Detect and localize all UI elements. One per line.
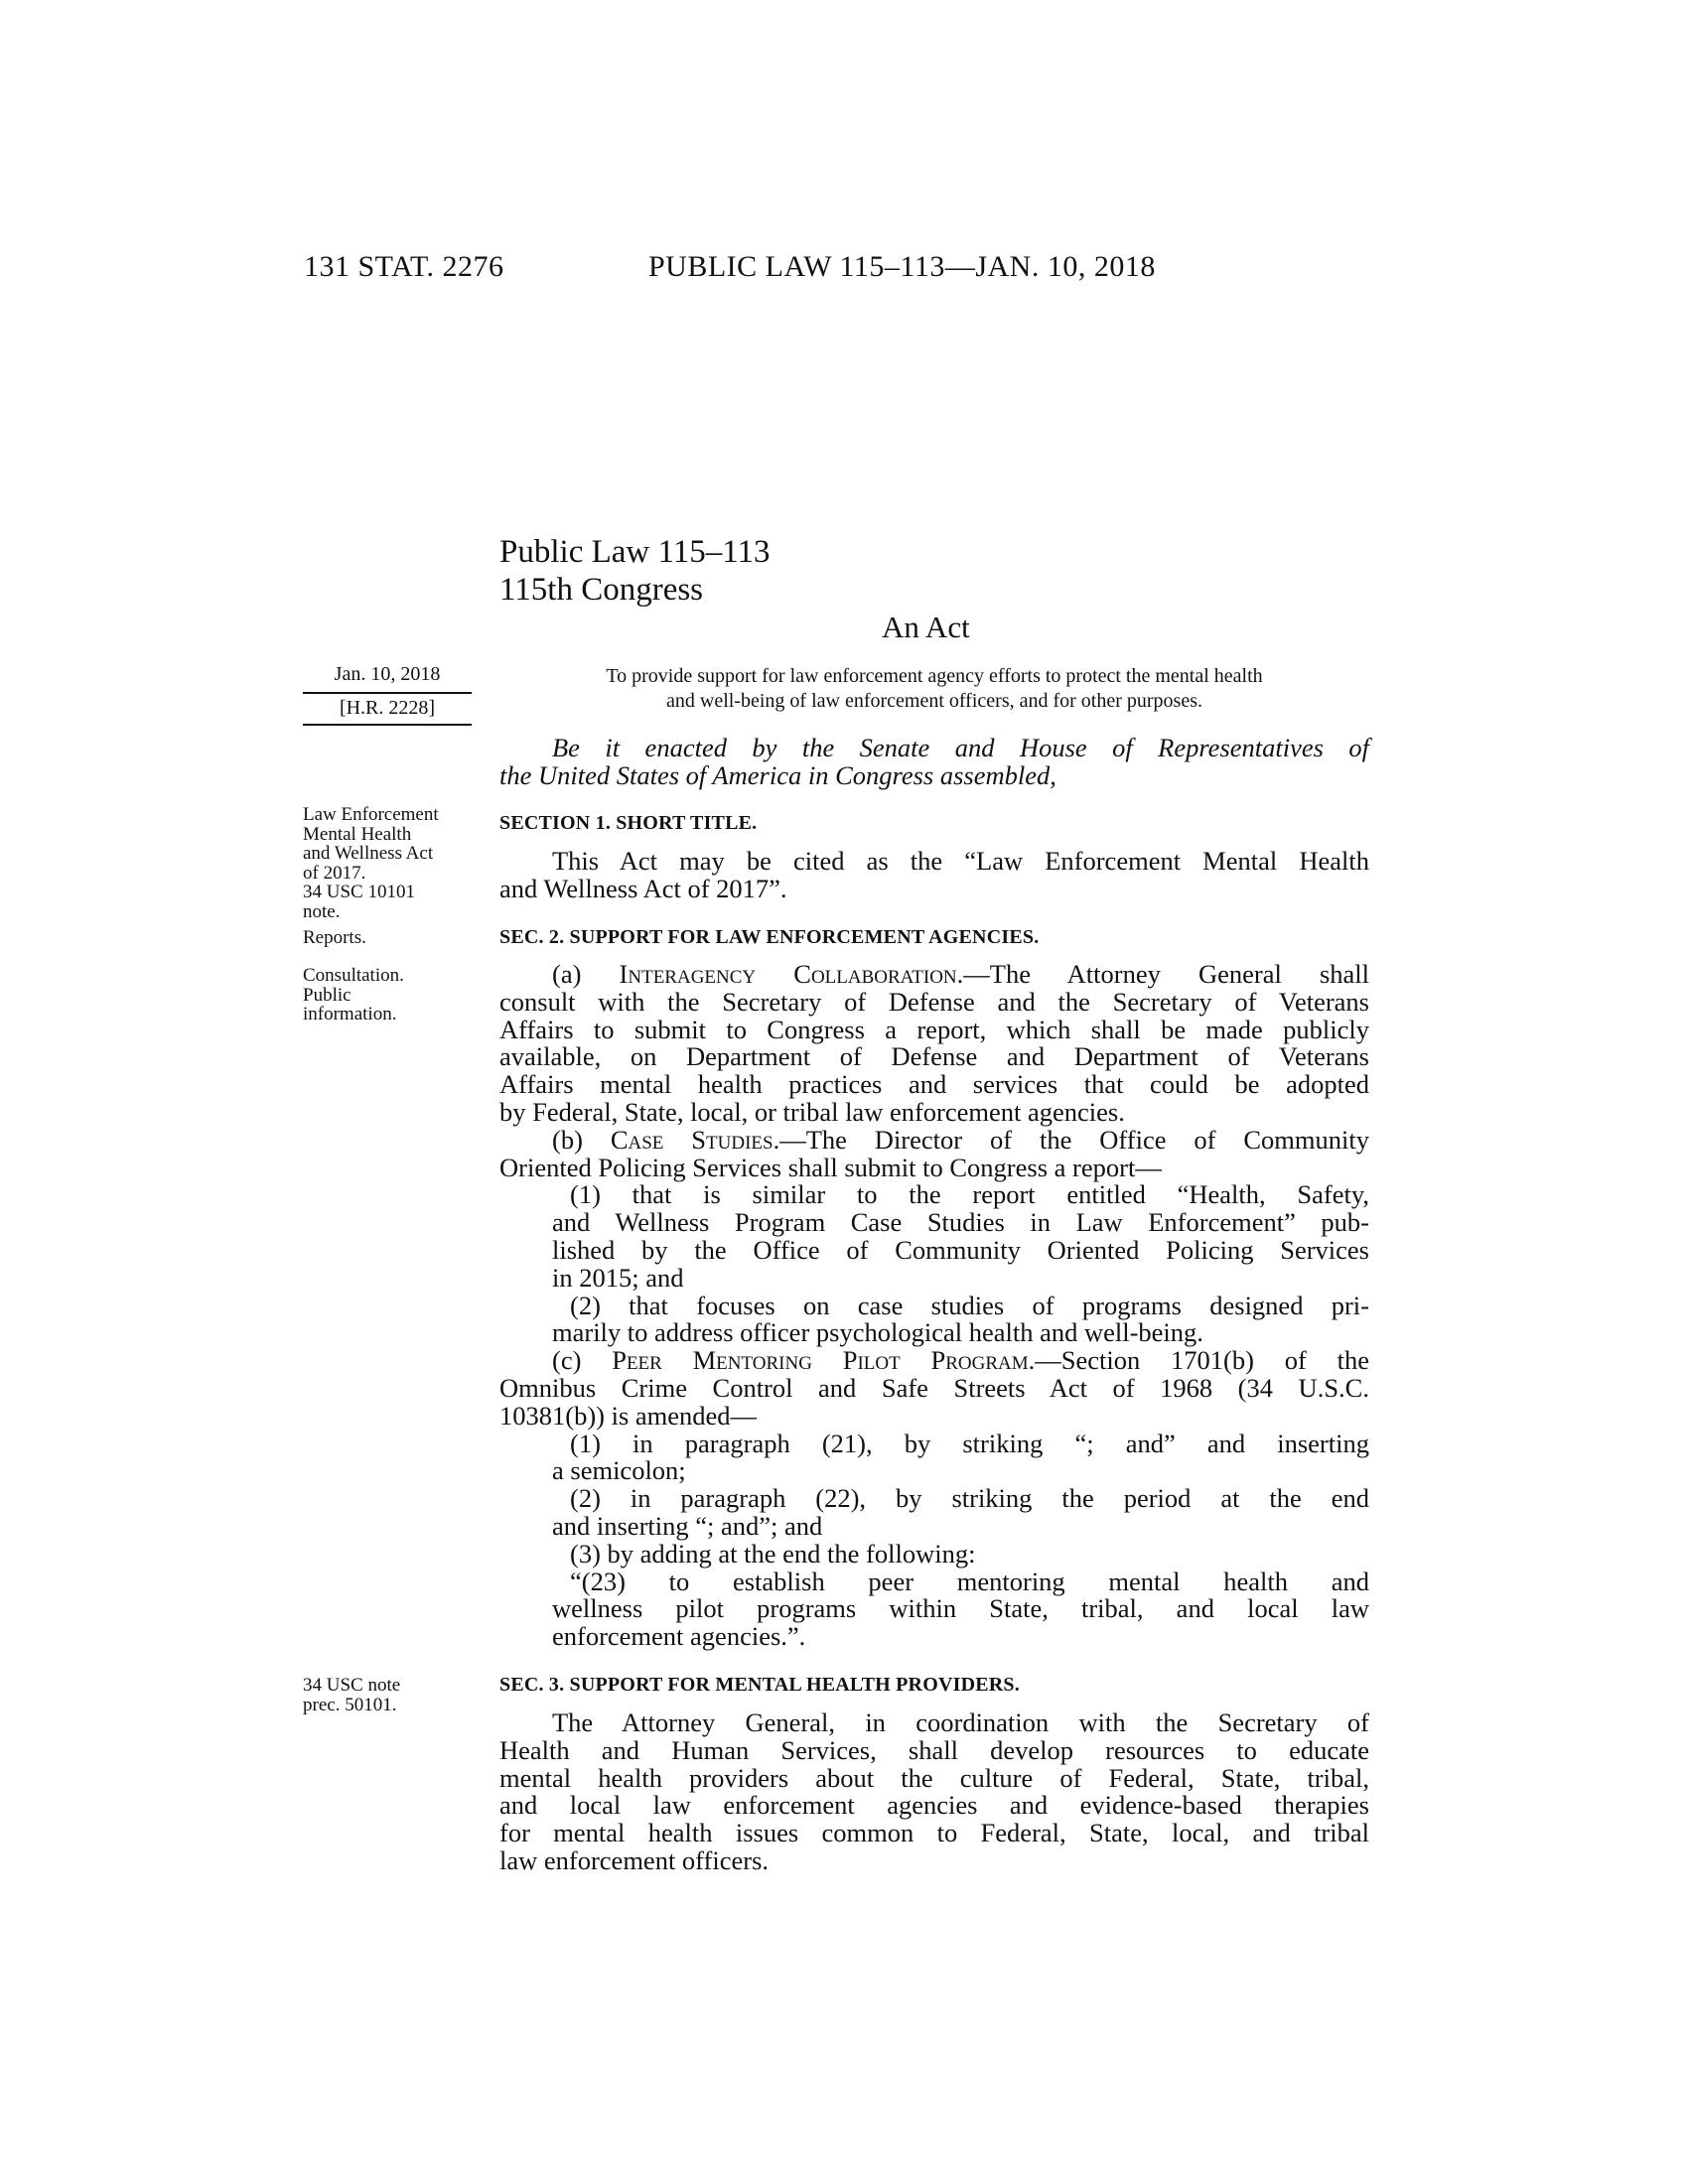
page-stat-number: 131 STAT. 2276 (304, 250, 504, 283)
text-line: enforcement agencies.”. (552, 1621, 806, 1652)
text-line: (2) in paragraph (22), by striking the period at the end (570, 1483, 1369, 1514)
text-line: and local law enforcement agencies and evidence-based therapies (499, 1790, 1369, 1821)
text-line: marily to address officer psychological health and well-being. (552, 1317, 1203, 1348)
text-line: Be it enacted by the Senate and House of Representatives of (552, 733, 1369, 762)
text-line: in 2015; and (552, 1262, 684, 1293)
purpose-line: To provide support for law enforcement agency efforts to protect the mental health (606, 665, 1263, 687)
act-heading: An Act (882, 610, 970, 644)
text-line: (3) by adding at the end the following: (570, 1538, 976, 1569)
sidenote-line: Public (303, 984, 352, 1006)
subsection-title: Interagency Collaboration (619, 959, 957, 989)
text-line: The Attorney General, in coordination with the Secretary of (552, 1707, 1369, 1737)
text-line: and Wellness Program Case Studies in Law Enforcement” pub- (552, 1207, 1369, 1238)
subsection-title: Peer Mentoring Pilot Program (612, 1345, 1029, 1376)
sidenote-reports: Reports. (303, 927, 366, 948)
text-line: by Federal, State, local, or tribal law enforcement agencies. (499, 1096, 1125, 1127)
text-line: Affairs to submit to Congress a report, which shall be made publicly (499, 1014, 1369, 1044)
text-line: for mental health issues common to Federal, State, local, and tribal (499, 1818, 1369, 1848)
running-header: PUBLIC LAW 115–113—JAN. 10, 2018 (648, 250, 1156, 283)
sidenote-line: Consultation. (303, 965, 404, 986)
text-line: Omnibus Crime Control and Safe Streets Act of 1968 (34 U.S.C. (499, 1372, 1369, 1403)
sidenote-line: note. (303, 900, 341, 922)
enactment-date: Jan. 10, 2018 (334, 663, 441, 685)
text-line: lished by the Office of Community Oriented Policing Services (552, 1234, 1369, 1265)
sidenote-line: prec. 50101. (303, 1694, 397, 1715)
sidenote-sec3 (303, 1676, 477, 1714)
text-line: (b) Case Studies.—The Director of the Office of Community (552, 1124, 1369, 1155)
sidenote-line: and Wellness Act (303, 843, 434, 864)
section-2-body (499, 961, 1369, 1651)
text-line: (1) in paragraph (21), by striking “; and” and inserting (570, 1428, 1369, 1458)
sidenote-line: information. (303, 1004, 397, 1024)
bill-number: [H.R. 2228] (339, 697, 436, 719)
text-line: law enforcement officers. (499, 1844, 770, 1875)
sidenote-line: Law Enforcement (303, 804, 439, 825)
text-line: Oriented Policing Services shall submit to Congress a report— (499, 1152, 1162, 1182)
text-line: consult with the Secretary of Defense and the Secretary of Veterans (499, 986, 1369, 1017)
text-line: a semicolon; (552, 1455, 686, 1486)
sidenote-line: Mental Health (303, 823, 412, 845)
text-line: the United States of America in Congress assembled, (499, 759, 1056, 790)
text-line: (2) that focuses on case studies of programs designed pri- (570, 1290, 1369, 1320)
congress-label: 115th Congress (499, 572, 704, 608)
text-line: wellness pilot programs within State, tribal, and local law (552, 1593, 1369, 1624)
sidenote-line: 34 USC note (303, 1675, 401, 1696)
text-line: Affairs mental health practices and services that could be adopted (499, 1069, 1369, 1100)
subsection-title: Case Studies (610, 1124, 774, 1155)
sidenote-short-title (303, 805, 477, 921)
section-2-heading: SEC. 2. SUPPORT FOR LAW ENFORCEMENT AGENCIES. (499, 926, 1040, 948)
section-1-body (499, 848, 1369, 903)
text-line: (a) Interagency Collaboration.—The Attorney General shall (552, 959, 1369, 989)
text-line: 10381(b)) is amended— (499, 1400, 758, 1431)
section-3-heading: SEC. 3. SUPPORT FOR MENTAL HEALTH PROVIDERS. (499, 1674, 1020, 1696)
text-line: and inserting “; and”; and (552, 1510, 823, 1541)
section-3-body (499, 1709, 1369, 1875)
sidenote-consultation (303, 966, 477, 1024)
margin-rule (303, 692, 472, 694)
purpose-statement (499, 664, 1369, 714)
public-law-number: Public Law 115–113 (499, 534, 771, 570)
text-line: available, on Department of Defense and Department of Veterans (499, 1041, 1369, 1072)
margin-rule (303, 724, 472, 726)
purpose-line: and well-being of law enforcement officers, and for other purposes. (666, 690, 1202, 712)
sidenote-line: 34 USC 10101 (303, 882, 415, 902)
text-line: (c) Peer Mentoring Pilot Program.—Section 1701(b) of the (552, 1345, 1369, 1376)
text-line: Health and Human Services, shall develop resources to educate (499, 1734, 1369, 1765)
text-line: “(23) to establish peer mentoring mental health and (570, 1566, 1369, 1596)
section-1-heading: SECTION 1. SHORT TITLE. (499, 812, 758, 834)
text-line: mental health providers about the culture of Federal, State, tribal, (499, 1762, 1369, 1793)
sidenote-line: of 2017. (303, 862, 366, 884)
enacting-clause (499, 735, 1369, 790)
text-line: This Act may be cited as the “Law Enforcement Mental Health (552, 846, 1369, 876)
text-line: (1) that is similar to the report entitled “Health, Safety, (570, 1179, 1369, 1210)
text-line: and Wellness Act of 2017”. (499, 873, 787, 903)
